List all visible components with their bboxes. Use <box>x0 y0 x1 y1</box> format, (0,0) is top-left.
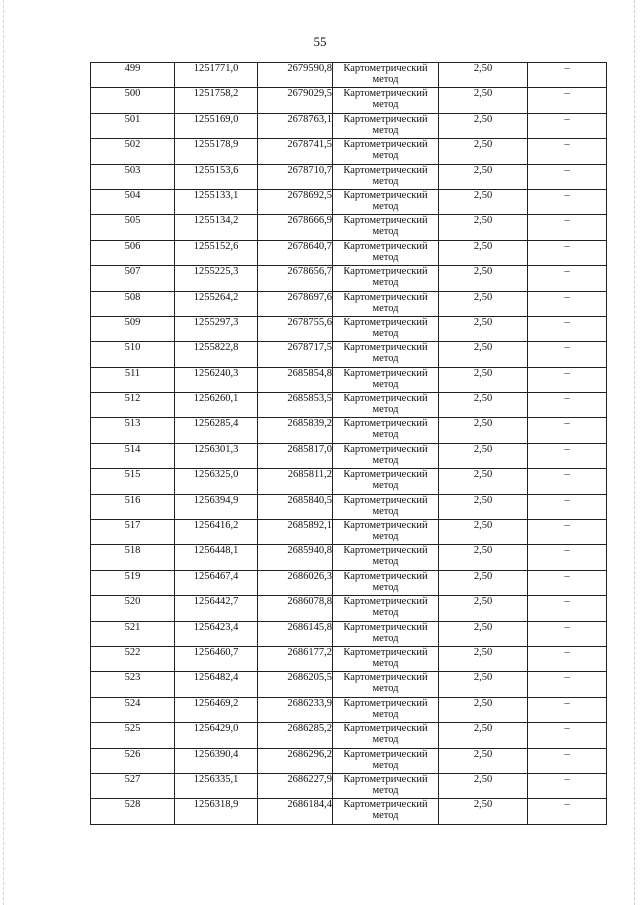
point-number-cell: 517 <box>91 520 175 545</box>
method-cell: Картометрический метод <box>333 164 439 189</box>
method-cell: Картометрический метод <box>333 494 439 519</box>
coordinates-table <box>90 62 607 825</box>
note-cell: – <box>528 164 607 189</box>
note-cell: – <box>528 113 607 138</box>
x-coordinate-cell: 1256467,4 <box>175 570 258 595</box>
y-coordinate-cell: 2686227,9 <box>258 773 333 798</box>
table-row <box>91 113 607 138</box>
y-coordinate-cell: 2686296,2 <box>258 748 333 773</box>
point-number-cell: 515 <box>91 469 175 494</box>
y-coordinate-cell: 2679590,8 <box>258 63 333 88</box>
y-coordinate-cell: 2685811,2 <box>258 469 333 494</box>
accuracy-cell: 2,50 <box>439 266 528 291</box>
point-number-cell: 506 <box>91 240 175 265</box>
point-number-cell: 513 <box>91 418 175 443</box>
note-cell: – <box>528 520 607 545</box>
method-cell: Картометрический метод <box>333 443 439 468</box>
table-row <box>91 621 607 646</box>
table-row <box>91 240 607 265</box>
y-coordinate-cell: 2685840,5 <box>258 494 333 519</box>
note-cell: – <box>528 494 607 519</box>
table-row <box>91 773 607 798</box>
point-number-cell: 503 <box>91 164 175 189</box>
point-number-cell: 522 <box>91 646 175 671</box>
point-number-cell: 510 <box>91 342 175 367</box>
note-cell: – <box>528 316 607 341</box>
x-coordinate-cell: 1256460,7 <box>175 646 258 671</box>
accuracy-cell: 2,50 <box>439 621 528 646</box>
table-row <box>91 469 607 494</box>
accuracy-cell: 2,50 <box>439 342 528 367</box>
point-number-cell: 518 <box>91 545 175 570</box>
x-coordinate-cell: 1256394,9 <box>175 494 258 519</box>
table-row <box>91 494 607 519</box>
table-row <box>91 799 607 824</box>
note-cell: – <box>528 291 607 316</box>
y-coordinate-cell: 2678763,1 <box>258 113 333 138</box>
table-row <box>91 570 607 595</box>
accuracy-cell: 2,50 <box>439 393 528 418</box>
x-coordinate-cell: 1255169,0 <box>175 113 258 138</box>
table-row <box>91 367 607 392</box>
y-coordinate-cell: 2678755,6 <box>258 316 333 341</box>
point-number-cell: 526 <box>91 748 175 773</box>
method-cell: Картометрический метод <box>333 393 439 418</box>
accuracy-cell: 2,50 <box>439 646 528 671</box>
x-coordinate-cell: 1256285,4 <box>175 418 258 443</box>
point-number-cell: 516 <box>91 494 175 519</box>
x-coordinate-cell: 1256469,2 <box>175 697 258 722</box>
table-row <box>91 418 607 443</box>
method-cell: Картометрический метод <box>333 367 439 392</box>
y-coordinate-cell: 2685839,2 <box>258 418 333 443</box>
point-number-cell: 520 <box>91 596 175 621</box>
y-coordinate-cell: 2686205,5 <box>258 672 333 697</box>
note-cell: – <box>528 367 607 392</box>
x-coordinate-cell: 1256260,1 <box>175 393 258 418</box>
note-cell: – <box>528 63 607 88</box>
accuracy-cell: 2,50 <box>439 723 528 748</box>
point-number-cell: 524 <box>91 697 175 722</box>
y-coordinate-cell: 2678717,5 <box>258 342 333 367</box>
point-number-cell: 500 <box>91 88 175 113</box>
note-cell: – <box>528 240 607 265</box>
accuracy-cell: 2,50 <box>439 88 528 113</box>
accuracy-cell: 2,50 <box>439 773 528 798</box>
method-cell: Картометрический метод <box>333 672 439 697</box>
table-row <box>91 520 607 545</box>
table-row <box>91 342 607 367</box>
note-cell: – <box>528 443 607 468</box>
y-coordinate-cell: 2686184,4 <box>258 799 333 824</box>
table-row <box>91 291 607 316</box>
y-coordinate-cell: 2685817,0 <box>258 443 333 468</box>
point-number-cell: 501 <box>91 113 175 138</box>
y-coordinate-cell: 2685854,8 <box>258 367 333 392</box>
method-cell: Картометрический метод <box>333 240 439 265</box>
x-coordinate-cell: 1255152,6 <box>175 240 258 265</box>
table-row <box>91 215 607 240</box>
method-cell: Картометрический метод <box>333 799 439 824</box>
note-cell: – <box>528 88 607 113</box>
y-coordinate-cell: 2685940,8 <box>258 545 333 570</box>
method-cell: Картометрический метод <box>333 113 439 138</box>
x-coordinate-cell: 1255134,2 <box>175 215 258 240</box>
method-cell: Картометрический метод <box>333 291 439 316</box>
y-coordinate-cell: 2686285,2 <box>258 723 333 748</box>
accuracy-cell: 2,50 <box>439 291 528 316</box>
note-cell: – <box>528 570 607 595</box>
table-row <box>91 443 607 468</box>
note-cell: – <box>528 748 607 773</box>
note-cell: – <box>528 393 607 418</box>
x-coordinate-cell: 1256240,3 <box>175 367 258 392</box>
accuracy-cell: 2,50 <box>439 189 528 214</box>
y-coordinate-cell: 2678640,7 <box>258 240 333 265</box>
accuracy-cell: 2,50 <box>439 113 528 138</box>
accuracy-cell: 2,50 <box>439 367 528 392</box>
note-cell: – <box>528 697 607 722</box>
method-cell: Картометрический метод <box>333 748 439 773</box>
y-coordinate-cell: 2685853,5 <box>258 393 333 418</box>
accuracy-cell: 2,50 <box>439 799 528 824</box>
note-cell: – <box>528 646 607 671</box>
table-row <box>91 316 607 341</box>
point-number-cell: 521 <box>91 621 175 646</box>
table-row <box>91 139 607 164</box>
note-cell: – <box>528 621 607 646</box>
x-coordinate-cell: 1256423,4 <box>175 621 258 646</box>
method-cell: Картометрический метод <box>333 418 439 443</box>
note-cell: – <box>528 418 607 443</box>
x-coordinate-cell: 1255822,8 <box>175 342 258 367</box>
y-coordinate-cell: 2678666,9 <box>258 215 333 240</box>
accuracy-cell: 2,50 <box>439 748 528 773</box>
x-coordinate-cell: 1255178,9 <box>175 139 258 164</box>
note-cell: – <box>528 799 607 824</box>
table-row <box>91 393 607 418</box>
accuracy-cell: 2,50 <box>439 596 528 621</box>
x-coordinate-cell: 1251758,2 <box>175 88 258 113</box>
accuracy-cell: 2,50 <box>439 469 528 494</box>
note-cell: – <box>528 723 607 748</box>
y-coordinate-cell: 2678710,7 <box>258 164 333 189</box>
point-number-cell: 508 <box>91 291 175 316</box>
coordinates-table-body <box>91 63 607 825</box>
method-cell: Картометрический метод <box>333 139 439 164</box>
point-number-cell: 511 <box>91 367 175 392</box>
method-cell: Картометрический метод <box>333 189 439 214</box>
method-cell: Картометрический метод <box>333 723 439 748</box>
point-number-cell: 505 <box>91 215 175 240</box>
accuracy-cell: 2,50 <box>439 520 528 545</box>
accuracy-cell: 2,50 <box>439 672 528 697</box>
note-cell: – <box>528 545 607 570</box>
y-coordinate-cell: 2678741,5 <box>258 139 333 164</box>
method-cell: Картометрический метод <box>333 88 439 113</box>
y-coordinate-cell: 2686177,2 <box>258 646 333 671</box>
point-number-cell: 514 <box>91 443 175 468</box>
x-coordinate-cell: 1256325,0 <box>175 469 258 494</box>
accuracy-cell: 2,50 <box>439 570 528 595</box>
y-coordinate-cell: 2678656,7 <box>258 266 333 291</box>
method-cell: Картометрический метод <box>333 520 439 545</box>
note-cell: – <box>528 596 607 621</box>
point-number-cell: 499 <box>91 63 175 88</box>
x-coordinate-cell: 1256301,3 <box>175 443 258 468</box>
scan-edge-right <box>634 0 636 905</box>
accuracy-cell: 2,50 <box>439 164 528 189</box>
note-cell: – <box>528 342 607 367</box>
method-cell: Картометрический метод <box>333 621 439 646</box>
note-cell: – <box>528 469 607 494</box>
y-coordinate-cell: 2686078,8 <box>258 596 333 621</box>
accuracy-cell: 2,50 <box>439 494 528 519</box>
point-number-cell: 525 <box>91 723 175 748</box>
accuracy-cell: 2,50 <box>439 63 528 88</box>
x-coordinate-cell: 1256429,0 <box>175 723 258 748</box>
x-coordinate-cell: 1256442,7 <box>175 596 258 621</box>
method-cell: Картометрический метод <box>333 266 439 291</box>
note-cell: – <box>528 189 607 214</box>
scan-edge-left <box>3 0 5 905</box>
y-coordinate-cell: 2686026,3 <box>258 570 333 595</box>
page-number: 55 <box>313 34 327 49</box>
note-cell: – <box>528 215 607 240</box>
table-row <box>91 545 607 570</box>
y-coordinate-cell: 2679029,5 <box>258 88 333 113</box>
table-row <box>91 596 607 621</box>
point-number-cell: 504 <box>91 189 175 214</box>
note-cell: – <box>528 266 607 291</box>
method-cell: Картометрический метод <box>333 570 439 595</box>
point-number-cell: 512 <box>91 393 175 418</box>
accuracy-cell: 2,50 <box>439 139 528 164</box>
y-coordinate-cell: 2686145,8 <box>258 621 333 646</box>
method-cell: Картометрический метод <box>333 469 439 494</box>
x-coordinate-cell: 1255225,3 <box>175 266 258 291</box>
point-number-cell: 523 <box>91 672 175 697</box>
x-coordinate-cell: 1256482,4 <box>175 672 258 697</box>
table-row <box>91 88 607 113</box>
accuracy-cell: 2,50 <box>439 443 528 468</box>
x-coordinate-cell: 1256448,1 <box>175 545 258 570</box>
x-coordinate-cell: 1255264,2 <box>175 291 258 316</box>
x-coordinate-cell: 1256416,2 <box>175 520 258 545</box>
method-cell: Картометрический метод <box>333 215 439 240</box>
note-cell: – <box>528 672 607 697</box>
accuracy-cell: 2,50 <box>439 697 528 722</box>
accuracy-cell: 2,50 <box>439 215 528 240</box>
table-row <box>91 646 607 671</box>
point-number-cell: 507 <box>91 266 175 291</box>
table-row <box>91 266 607 291</box>
y-coordinate-cell: 2678692,5 <box>258 189 333 214</box>
method-cell: Картометрический метод <box>333 342 439 367</box>
accuracy-cell: 2,50 <box>439 545 528 570</box>
x-coordinate-cell: 1255133,1 <box>175 189 258 214</box>
note-cell: – <box>528 773 607 798</box>
table-row <box>91 672 607 697</box>
method-cell: Картометрический метод <box>333 316 439 341</box>
x-coordinate-cell: 1255153,6 <box>175 164 258 189</box>
accuracy-cell: 2,50 <box>439 240 528 265</box>
point-number-cell: 519 <box>91 570 175 595</box>
point-number-cell: 528 <box>91 799 175 824</box>
accuracy-cell: 2,50 <box>439 316 528 341</box>
point-number-cell: 502 <box>91 139 175 164</box>
method-cell: Картометрический метод <box>333 697 439 722</box>
method-cell: Картометрический метод <box>333 596 439 621</box>
x-coordinate-cell: 1256390,4 <box>175 748 258 773</box>
table-row <box>91 63 607 88</box>
y-coordinate-cell: 2678697,6 <box>258 291 333 316</box>
x-coordinate-cell: 1255297,3 <box>175 316 258 341</box>
y-coordinate-cell: 2685892,1 <box>258 520 333 545</box>
x-coordinate-cell: 1256318,9 <box>175 799 258 824</box>
point-number-cell: 509 <box>91 316 175 341</box>
method-cell: Картометрический метод <box>333 63 439 88</box>
note-cell: – <box>528 139 607 164</box>
table-row <box>91 189 607 214</box>
table-row <box>91 164 607 189</box>
y-coordinate-cell: 2686233,9 <box>258 697 333 722</box>
point-number-cell: 527 <box>91 773 175 798</box>
x-coordinate-cell: 1251771,0 <box>175 63 258 88</box>
method-cell: Картометрический метод <box>333 773 439 798</box>
table-row <box>91 697 607 722</box>
x-coordinate-cell: 1256335,1 <box>175 773 258 798</box>
method-cell: Картометрический метод <box>333 545 439 570</box>
table-row <box>91 748 607 773</box>
method-cell: Картометрический метод <box>333 646 439 671</box>
accuracy-cell: 2,50 <box>439 418 528 443</box>
table-row <box>91 723 607 748</box>
